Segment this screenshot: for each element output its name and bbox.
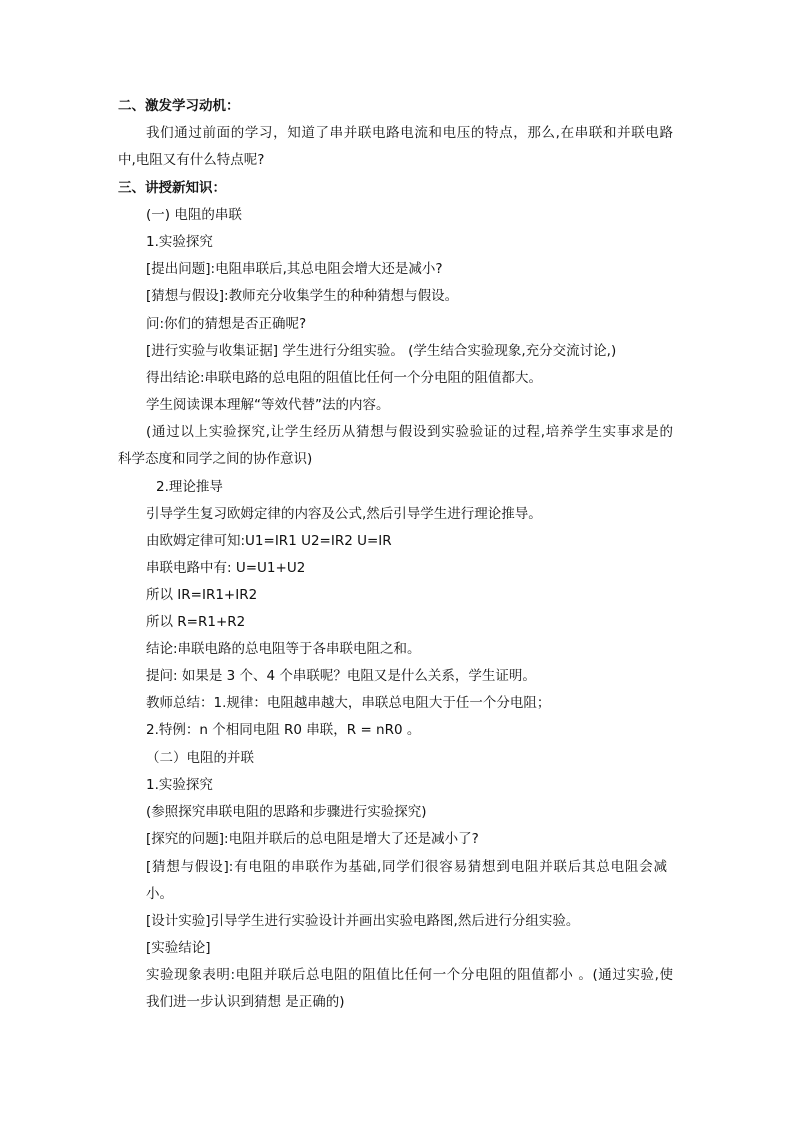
part2-design: [设计实验]引导学生进行实验设计并画出实验电路图,然后进行分组实验。 <box>146 913 580 929</box>
part1-title: (一) 电阻的串联 <box>146 207 242 223</box>
motivation-paragraph-line-2: 中,电阻又有什么特点呢? <box>118 152 265 168</box>
part1-conclusion: 得出结论:串联电路的总电阻的阻值比任何一个分电阻的阻值都大。 <box>146 370 543 386</box>
part2-title: （二）电阻的并联 <box>146 750 254 766</box>
part2-hypothesis-line-2: 小。 <box>146 886 173 902</box>
part1-hypothesis: [猜想与假设]:教师充分收集学生的种种猜想与假设。 <box>146 288 459 304</box>
part1-question: 提问: 如果是 3 个、4 个串联呢？电阻又是什么关系，学生证明。 <box>146 668 536 684</box>
part2-reference: (参照探究串联电阻的思路和步骤进行实验探究) <box>146 804 427 820</box>
part1-ask: 问:你们的猜想是否正确呢? <box>146 316 307 332</box>
part2-hypothesis-line-1: [猜想与假设]:有电阻的串联作为基础,同学们很容易猜想到电阻并联后其总电阻会减 <box>146 859 667 875</box>
part1-raise-question: [提出问题]:电阻串联后,其总电阻会增大还是减小? <box>146 261 443 277</box>
part1-experiment: [进行实验与收集证据] 学生进行分组实验。 (学生结合实验现象,充分交流讨论,) <box>146 343 617 359</box>
part2-experiment-title: 1.实验探究 <box>146 777 213 793</box>
part2-experiment-conclusion: [实验结论] <box>146 940 211 956</box>
part1-note-line-1: (通过以上实验探究,让学生经历从猜想与假设到实验验证的过程,培养学生实事求是的 <box>146 424 673 440</box>
motivation-paragraph-line-1: 我们通过前面的学习，知道了串并联电路电流和电压的特点，那么,在串联和并联电路 <box>146 125 673 141</box>
part2-phenomenon-line-1: 实验现象表明:电阻并联后总电阻的阻值比任何一个分电阻的阻值都小 。(通过实验,使 <box>146 967 673 983</box>
part1-so-1: 所以 IR=IR1+IR2 <box>146 587 258 603</box>
part1-ohm-law: 由欧姆定律可知:U1=IR1 U2=IR2 U=IR <box>146 533 392 549</box>
part1-result: 结论:串联电路的总电阻等于各串联电阻之和。 <box>146 641 421 657</box>
part2-phenomenon-line-2: 我们进一步认识到猜想 是正确的) <box>146 994 345 1010</box>
part1-summary-2: 2.特例：n 个相同电阻 R0 串联，R = nR0 。 <box>146 722 421 738</box>
part1-summary-1: 教师总结：1.规律：电阻越串越大，串联总电阻大于任一个分电阻； <box>146 695 551 711</box>
part1-note-line-2: 科学态度和同学之间的协作意识) <box>118 451 313 467</box>
section-heading-new-knowledge: 三、讲授新知识： <box>118 180 226 196</box>
part1-theory-title: 2.理论推导 <box>156 479 223 495</box>
part1-reading: 学生阅读课本理解“等效代替”法的内容。 <box>146 397 390 413</box>
part1-experiment-title: 1.实验探究 <box>146 234 213 250</box>
part1-series-has: 串联电路中有: U=U1+U2 <box>146 560 306 576</box>
part1-guide: 引导学生复习欧姆定律的内容及公式,然后引导学生进行理论推导。 <box>146 506 542 522</box>
part1-so-2: 所以 R=R1+R2 <box>146 614 246 630</box>
section-heading-motivation: 二、激发学习动机： <box>118 98 240 114</box>
part2-explore-question: [探究的问题]:电阻并联后的总电阻是增大了还是减小了? <box>146 831 479 847</box>
